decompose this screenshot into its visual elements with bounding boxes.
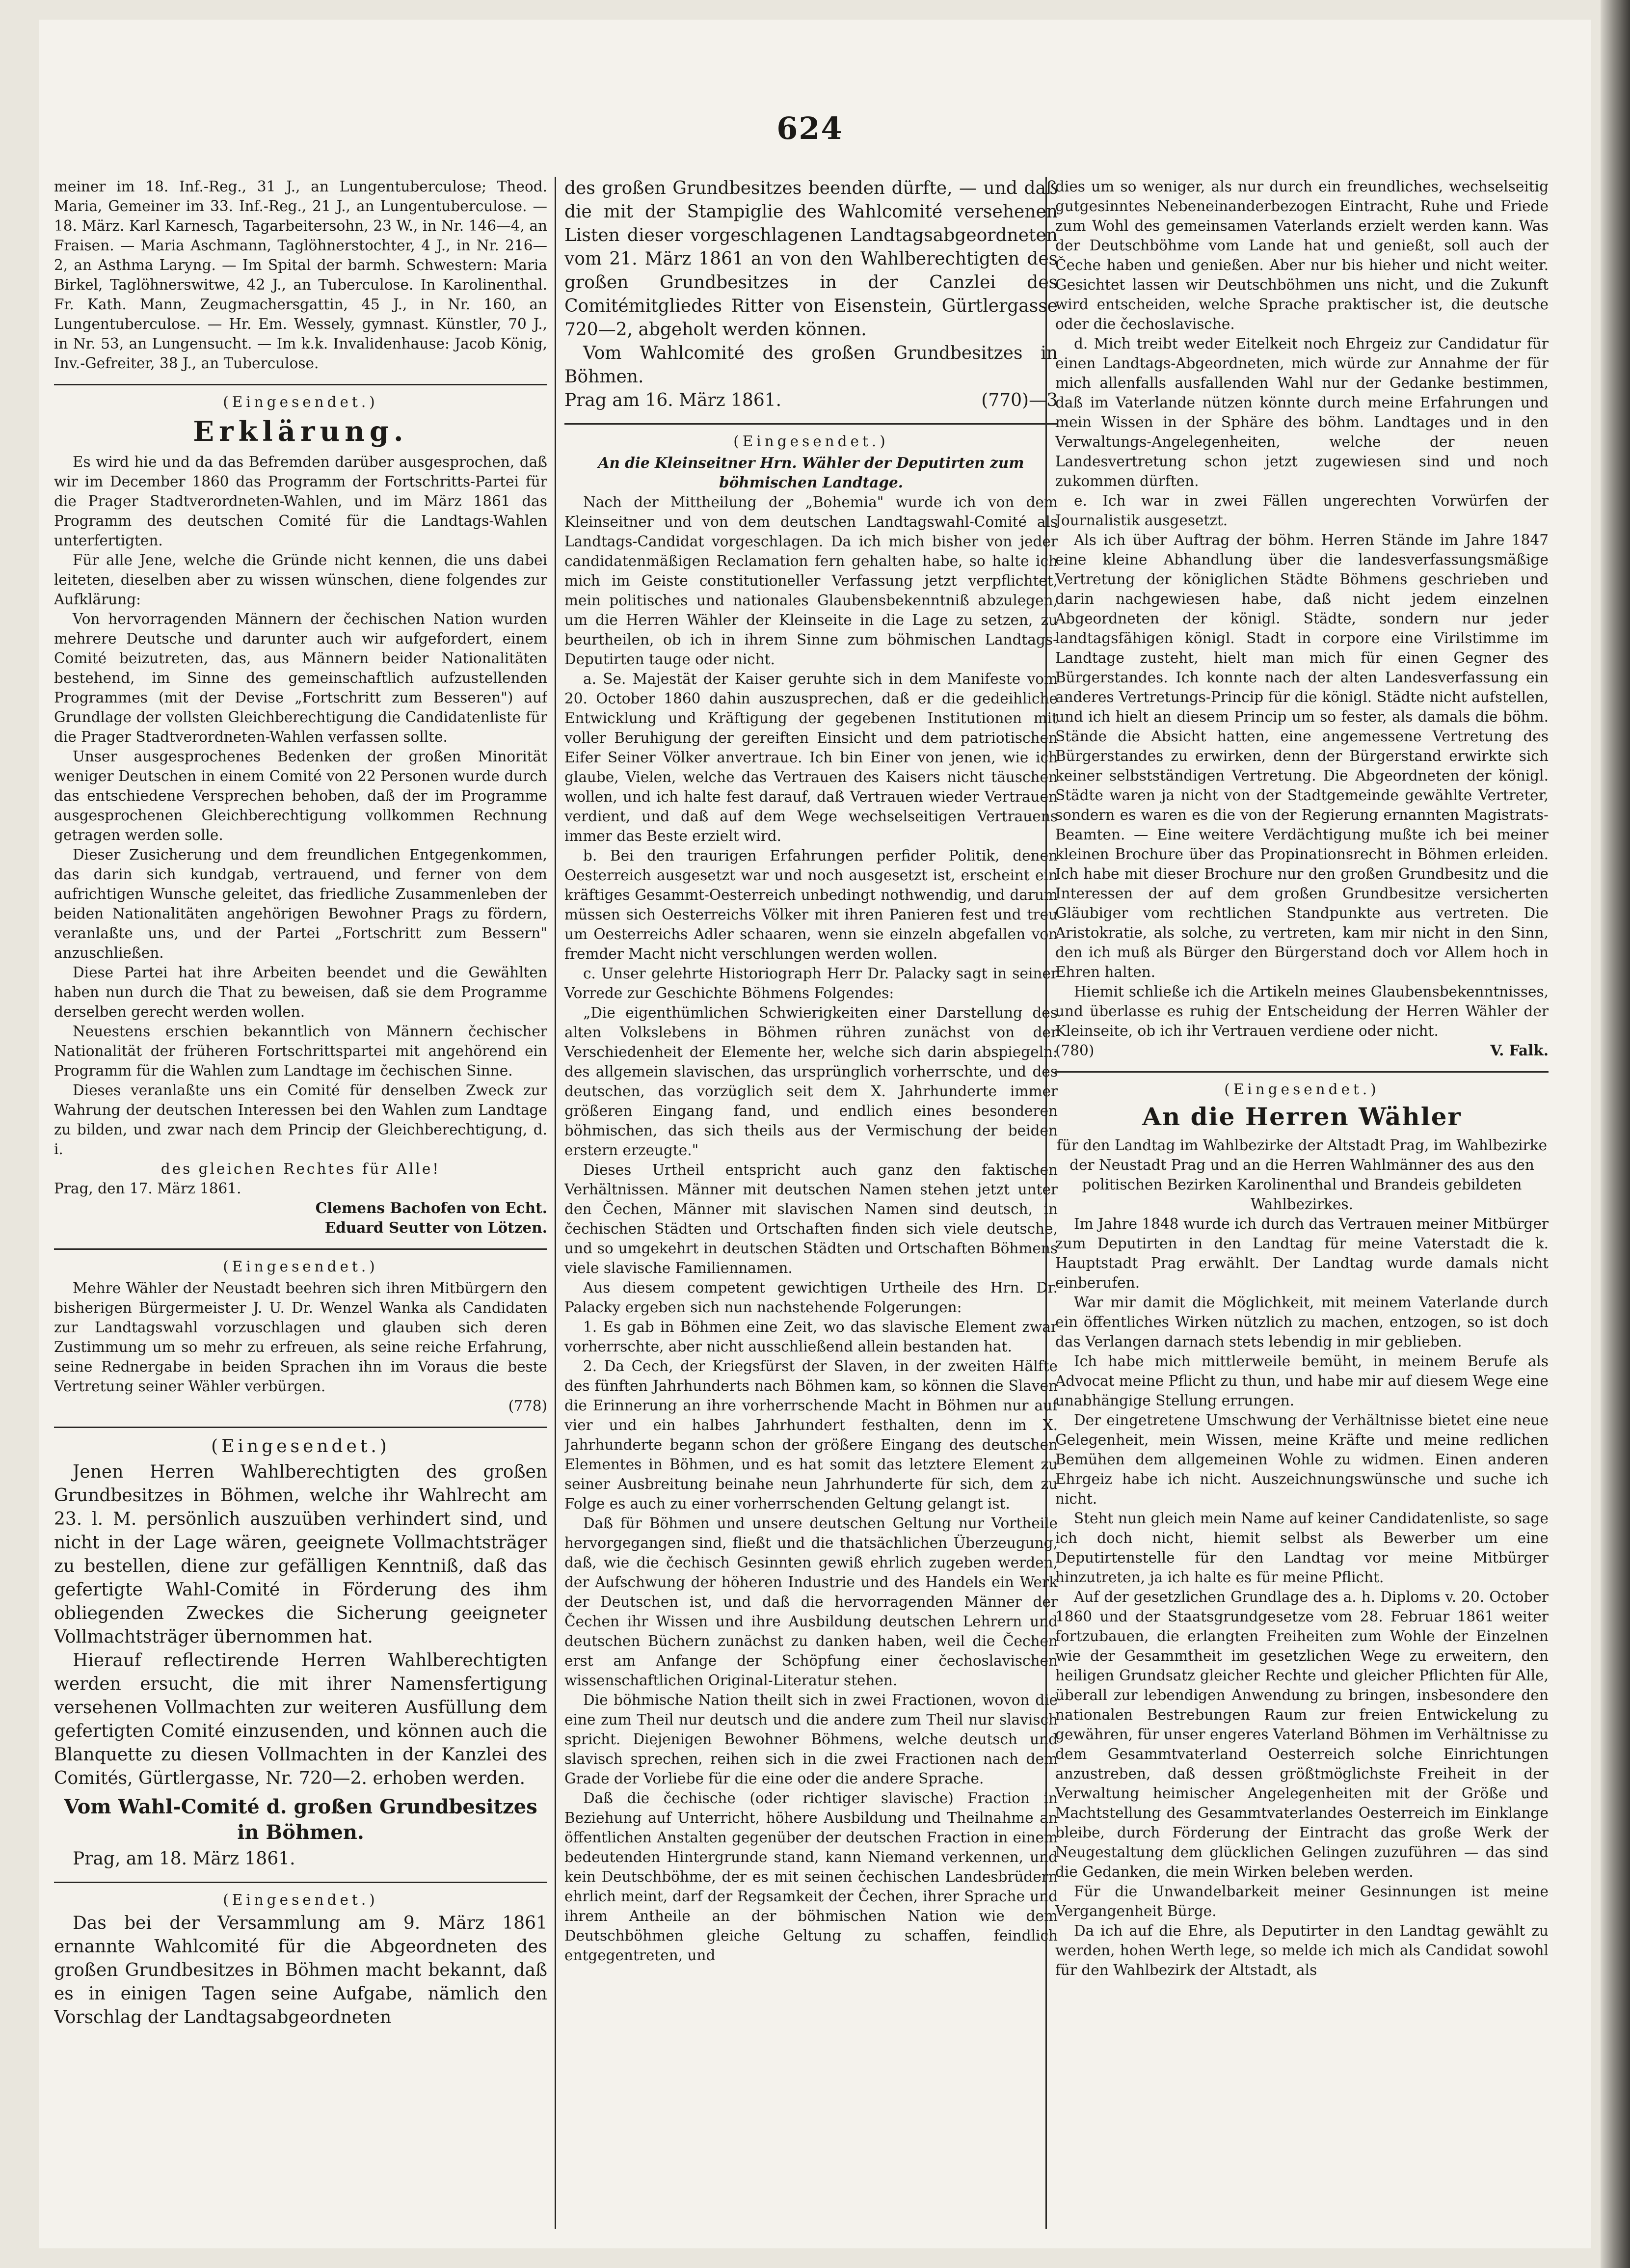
paragraph: War mir damit die Möglichkeit, mit meinem Vaterlande durch ein öffentliches Wirken nützlich zu machen, entzogen, so ist doch das Verlangen darnach stets lebendig in mir geblieben.	[1055, 1294, 1549, 1350]
signature: Vom Wahl-Comité d. großen Grundbesitzes in Böhmen.	[64, 1795, 537, 1844]
dateline-row	[564, 389, 1058, 412]
paragraph: Dieser Zusicherung und dem freundlichen Entgegenkommen, das darin sich kundgab, vertrauend, und ferner von dem aufrichtigen Wunsche geleitet, das friedliche Zusammenleben der beiden Nationalitäten angehörigen Bewohner Prags zu fördern, veranlaßte uns, und der Partei „Fortschritt zum Bessern" anzuschließen.	[54, 846, 547, 961]
paragraph: Hiemit schließe ich die Artikeln meines Glaubensbekenntnisses, und überlasse es ruhig der Entscheidung der Herren Wähler der Kleinseite, ob ich ihr Vertrauen verdiene oder nicht.	[1055, 983, 1549, 1039]
column-1	[54, 177, 547, 2229]
article-title: An die Herren Wähler	[1142, 1102, 1462, 1131]
paragraph: Dieses veranlaßte uns ein Comité für denselben Zweck zur Wahrung der deutschen Interessen bei den Wahlen zum Landtage zu bilden, und zwar nach dem Princip der Gleichberechtigung, d. i.	[54, 1082, 547, 1158]
paragraph: c. Unser gelehrte Historiograph Herr Dr. Palacky sagt in seiner Vorrede zur Geschichte Böhmens Folgendes:	[564, 965, 1058, 1001]
paragraph: Jenen Herren Wahlberechtigten des großen Grundbesitzes in Böhmen, welche ihr Wahlrecht am 23. l. M. persönlich auszuüben verhindert sind, und nicht in der Lage wären, geeignete Vollmachtsträger zu bestellen, diene zur gefälligen Kenntniß, daß das gefertigte Wahl-Comité in Förderung des ihm obliegenden Zweckes die Sicherung geeigneter Vollmachtsträger übernommen hat.	[54, 1462, 547, 1647]
paragraph: Es wird hie und da das Befremden darüber ausgesprochen, daß wir im December 1860 das Programm der Fortschritts-Partei für die Prager Stadtverordneten-Wahlen, und im März 1861 das Programm des deutschen Comité für die Landtags-Wahlen unterfertigten.	[54, 454, 547, 549]
signature: V. Falk.	[1490, 1042, 1549, 1059]
column-3	[1055, 177, 1549, 2229]
column-divider	[555, 177, 556, 2229]
paragraph: Unser ausgesprochenes Bedenken der großen Minorität weniger Deutschen in einem Comité von 22 Personen wurde durch das entschiedene Versprechen behoben, daß der im Programme ausgesprochenen Gleichberechtigung vollkommen Rechnung getragen werden solle.	[54, 748, 547, 843]
section-rule	[1055, 1071, 1549, 1073]
signature-row	[1055, 1041, 1549, 1060]
dateline: Prag, den 17. März 1861.	[54, 1180, 241, 1197]
paragraph: Das bei der Versammlung am 9. März 1861 ernannte Wahlcomité für die Abgeordneten des großen Grundbesitzes in Böhmen macht bekannt, daß es in einigen Tagen seine Aufgabe, nämlich den Vorschlag der Landtagsabgeordneten	[54, 1913, 547, 2027]
paragraph: Für die Unwandelbarkeit meiner Gesinnungen ist meine Vergangenheit Bürge.	[1055, 1883, 1549, 1919]
paragraph: 2. Da Cech, der Kriegsfürst der Slaven, in der zweiten Hälfte des fünften Jahrhunderts nach Böhmen kam, so können die Slaven die Erinnerung an ihre vorherrschende Macht in Böhmen nur auf vier und ein halbes Jahrhundert festhalten, denn im X. Jahrhunderte begann schon der größere Eingang des deutschen Elementes in Böhmen, und es hat somit das letztere Element zu seiner Ausbreitung beinahe neun Jahrhunderte für sich, dem zu Folge es auch zu einer vorherrschenden Geltung gelangt ist.	[564, 1358, 1058, 1512]
paragraph: Mehre Wähler der Neustadt beehren sich ihren Mitbürgern den bisherigen Bürgermeister J. U. Dr. Wenzel Wanka als Candidaten zur Landtagswahl vorzuschlagen und glauben sich deren Zustimmung um so mehr zu erfreuen, als seine reiche Erfahrung, seine Rednergabe in beiden Sprachen ihn im Voraus die beste Vertretung seiner Wähler verbürgen.	[54, 1280, 547, 1395]
ad-number: (778)	[508, 1398, 547, 1414]
book-spine-shadow	[1601, 0, 1630, 2268]
signature: Vom Wahlcomité des großen Grundbesitzes in Böhmen.	[564, 343, 1058, 387]
eingesendet-header: (Eingesendet.)	[223, 1258, 378, 1275]
paragraph: Als ich über Auftrag der böhm. Herren Stände im Jahre 1847 eine kleine Abhandlung über die landesverfassungsmäßige Vertretung der königlichen Städte Böhmens geschrieben und darin nachgewiesen habe, daß nicht jedem einzelnen Abgeordneten der königl. Städte, sondern nur jeder landtagsfähigen königl. Stadt in corpore eine Virilstimme im Landtage zusteht, hielt man mich für einen Gegner des Bürgerstandes. Ich konnte nach der alten Landesverfassung ein anderes Vertretungs-Princip für die königl. Städte nicht aufstellen, und ich hielt an diesem Princip um so fester, als damals die böhm. Stände die Absicht hatten, eine angemessene Vertretung des Bürgerstandes zu erwirken, denn der Bürgerstand erwirkte sich keiner selbstständigen Vertretung. Die Abgeordneten der königl. Städte waren ja nicht von der Stadtgemeinde gewählte Vertreter, sondern es waren es die von der Regierung ernannten Magistrats-Beamten. — Eine weitere Verdächtigung mußte ich bei meiner kleinen Brochure über das Propinationsrecht in Böhmen erleiden. Ich habe mit dieser Brochure nur den großen Grundbesitz und die Interessen der auf dem großen Grundbesitze versicherten Gläubiger vom rechtlichen Standpunkte aus vertreten. Die Aristokratie, als solche, zu vertreten, kam mir nicht in den Sinn, den ich muß als Bürger den Bürgerstand doch vor Allem hoch in Ehren halten.	[1055, 532, 1549, 980]
eingesendet-header: (Eingesendet.)	[1224, 1081, 1380, 1098]
paragraph: Neuestens erschien bekanntlich von Männern čechischer Nationalität der früheren Fortschrittspartei mit angehörend ein Programm für die Wahlen zum Landtage im čechischen Sinne.	[54, 1023, 547, 1079]
paragraph: Nach der Mittheilung der „Bohemia" wurde ich von dem Kleinseitner und von dem deutschen Landtagswahl-Comité als Landtags-Candidat vorgeschlagen. Da ich mich bisher von jeder candidatenmäßigen Reclamation fern gehalten habe, so halte ich mich im Geiste constitutioneller Verfassung jetzt verpflichtet, mein politisches und nationales Glaubensbekenntniß abzulegen, um die Herren Wähler der Kleinseite in die Lage zu setzen, zu beurtheilen, ob ich in ihrem Sinne zum böhmischen Landtags-Deputirten tauge oder nicht.	[564, 494, 1058, 668]
column-2	[564, 177, 1058, 2229]
ad-number: (770)—3	[981, 390, 1058, 410]
paragraph: des großen Grundbesitzes beenden dürfte, — und daß die mit der Stampiglie des Wahlcomité versehenen Listen dieser vorgeschlagenen Landtagsabgeordneten vom 21. März 1861 an von den Wahlberechtigten des großen Grundbesitzes in der Canzlei des Comitémitgliedes Ritter von Eisenstein, Gürtlergasse 720—2, abgeholt werden können.	[564, 178, 1058, 340]
section-rule	[54, 1248, 547, 1250]
article-title: Erklärung.	[193, 415, 408, 448]
signature: Clemens Bachofen von Echt.	[315, 1199, 547, 1216]
section-rule	[54, 1427, 547, 1428]
obituary-list: meiner im 18. Inf.-Reg., 31 J., an Lungentuberculose; Theod. Maria, Gemeiner im 33. Inf.-Reg., 21 J., an Lungentuberculose. — 18. März. Karl Karnesch, Tagarbeitersohn, 23 W., in Nr. 146—4, an Fraisen. — Maria Aschmann, Taglöhnerstochter, 4 J., in Nr. 216—2, an Asthma Laryng. — Im Spital der barmh. Schwestern: Maria Birkel, Taglöhnerswitwe, 42 J., an Tuberculose. In Karolinenthal. Fr. Kath. Mann, Zeugmachersgattin, 45 J., in Nr. 160, an Lungentuberculose. — Hr. Em. Wessely, gymnast. Künstler, 70 J., in Nr. 53, an Lungensucht. — Im k.k. Invalidenhause: Jacob König, Inv.-Gefreiter, 38 J., an Tuberculose.	[54, 178, 547, 372]
paragraph: Im Jahre 1848 wurde ich durch das Vertrauen meiner Mitbürger zum Deputirten in den Landtag für meine Vaterstadt die k. Hauptstadt Prag erwählt. Der Landtag wurde damals nicht einberufen.	[1055, 1215, 1549, 1291]
paragraph: Ich habe mich mittlerweile bemüht, in meinem Berufe als Advocat meine Pflicht zu thun, und habe mir auf diesem Wege eine unabhängige Stellung errungen.	[1055, 1353, 1549, 1409]
paragraph: Dieses Urtheil entspricht auch ganz den faktischen Verhältnissen. Männer mit deutschen Namen stehen jetzt unter den Čechen, Männer mit slavischen Namen sind deutsch, in čechischen Städten und Ortschaften finden sich viele deutsche, und so umgekehrt in deutschen Städten und Ortschaften Böhmens viele slavische Familiennamen.	[564, 1161, 1058, 1276]
paragraph: Der eingetretene Umschwung der Verhältnisse bietet eine neue Gelegenheit, mein Wissen, meine Kräfte und meine redlichen Bemühen dem allgemeinen Wohle zu widmen. Einen anderen Ehrgeiz habe ich nicht. Auszeichnungswünsche und suche ich nicht.	[1055, 1412, 1549, 1507]
eingesendet-header: (Eingesendet.)	[733, 433, 889, 450]
motto: des gleichen Rechtes für Alle!	[160, 1161, 441, 1177]
paragraph: Diese Partei hat ihre Arbeiten beendet und die Gewählten haben nun durch die That zu beweisen, daß sie dem Programme derselben gerecht werden wollen.	[54, 964, 547, 1020]
page-number: 624	[776, 110, 843, 146]
paragraph: d. Mich treibt weder Eitelkeit noch Ehrgeiz zur Candidatur für einen Landtags-Abgeordneten, mich würde zur Annahme der für mich allenfalls ausfallenden Wahl nur der Gedanke bestimmen, daß im Vaterlande nützen könnte durch meine Erfahrungen und mein Wissen in der Sphäre des böhm. Landtages und in den Verwaltungs-Angelegenheiten, welche der neuen Landesvertretung schon jetzt zugewiesen sind und noch zukommen dürften.	[1055, 335, 1549, 489]
paragraph: Da ich auf die Ehre, als Deputirter in den Landtag gewählt zu werden, hohen Werth lege, so melde ich mich als Candidat sowohl für den Wahlbezirk der Altstadt, als	[1055, 1922, 1549, 1978]
ad-number: (780)	[1055, 1042, 1095, 1059]
dateline: Prag am 16. März 1861.	[564, 390, 782, 410]
paragraph: dies um so weniger, als nur durch ein freundliches, wechselseitig gutgesinntes Nebeneinanderbezogen Eintracht, Ruhe und Friede zum Wohl des gemeinsamen Vaterlands erzielt werden kann. Was der Deutschböhme vom Lande hat und genießt, soll auch der Čeche haben und genießen. Aber nur bis hieher und nicht weiter. Gesichtet lassen wir Deutschböhmen uns nicht, und die Zukunft wird entscheiden, welche Sprache praktischer ist, die deutsche oder die čechoslavische.	[1055, 178, 1549, 332]
paragraph: a. Se. Majestät der Kaiser geruhte sich in dem Manifeste vom 20. October 1860 dahin auszusprechen, daß er die gedeihliche Entwicklung und Kräftigung der gegebenen Institutionen mit voller Beruhigung der gereiften Einsicht und dem patriotischen Eifer Seiner Völker anvertraue. Ich bin Einer von jenen, wie ich glaube, Vielen, welche das Vertrauen des Kaisers nicht täuschen wollen, und ich halte fest darauf, daß Vertrauen wieder Vertrauen verdient, und daß auf dem Wege wechselseitigen Vertrauens immer das Beste erzielt wird.	[564, 671, 1058, 844]
paragraph: Die böhmische Nation theilt sich in zwei Fractionen, wovon die eine zum Theil nur deutsch und die andere zum Theil nur slavisch spricht. Diejenigen Bewohner Böhmens, welche deutsch und slavisch sprechen, reihen sich in die zwei Fractionen nach dem Grade der Vorliebe für die eine oder die andere Sprache.	[564, 1692, 1058, 1787]
quotation: „Die eigenthümlichen Schwierigkeiten einer Darstellung des alten Volkslebens in Böhmen rühren zunächst von der Verschiedenheit der Elemente her, welche sich darin abspiegeln: des allgemein slavischen, das ursprünglich vorherrschte, und des deutschen, das vorzüglich seit dem X. Jahrhunderte immer größeren Eingang fand, und endlich eines besonderen böhmischen, das sich theils aus der Vermischung der beiden erstern erzeugte."	[564, 1004, 1058, 1159]
paragraph: Daß für Böhmen und unsere deutschen Geltung nur Vortheile hervorgegangen sind, fließt und die thatsächlichen Überzeugung, daß, wie die čechisch Gesinnten gewiß ehrlich zugeben werden, der Aufschwung der höheren Industrie und des Handels ein Werk der Deutschen ist, und daß die hervorragenden Männer der Čechen ihr Wissen und ihre Ausbildung deutschen Lehrern und deutschen Büchern zunächst zu danken haben, weil die Čechen erst am Anfange der Schöpfung einer čechoslavischen wissenschaftlichen Original-Literatur stehen.	[564, 1515, 1058, 1689]
eingesendet-header: (Eingesendet.)	[223, 394, 378, 410]
paragraph: Hierauf reflectirende Herren Wahlberechtigten werden ersucht, die mit ihrer Namensfertigung versehenen Vollmachten zur weiteren Ausfüllung dem gefertigten Comité einzusenden, und können auch die Blanquette zu diesen Vollmachten in der Kanzlei des Comités, Gürtlergasse, Nr. 720—2. erhoben werden.	[54, 1650, 547, 1788]
section-rule	[54, 384, 547, 385]
eingesendet-header: (Eingesendet.)	[223, 1891, 378, 1908]
paragraph: Aus diesem competent gewichtigen Urtheile des Hrn. Dr. Palacky ergeben sich nun nachstehende Folgerungen:	[564, 1279, 1058, 1316]
eingesendet-header: (Eingesendet.)	[211, 1436, 390, 1457]
article-title: An die Kleinseitner Hrn. Wähler der Deputirten zum böhmischen Landtage.	[598, 454, 1024, 491]
paragraph: b. Bei den traurigen Erfahrungen perfider Politik, denen Oesterreich ausgesetzt war und noch ausgesetzt ist, erscheint ein kräftiges Gesammt-Oesterreich unbedingt nothwendig, und darum müssen sich Oesterreichs Völker mit ihren Panieren fest und treu um Oesterreichs Adler schaaren, wenn sie einzeln abgefallen von fremder Macht nicht verschlungen werden wollen.	[564, 847, 1058, 962]
paragraph: Auf der gesetzlichen Grundlage des a. h. Diploms v. 20. October 1860 und der Staatsgrundgesetze vom 28. Februar 1861 weiter fortzubauen, die erlangten Freiheiten zum Wohle der Einzelnen wie der Gesammtheit im gesetzlichen Wege zu erweitern, den heiligen Grundsatz gleicher Rechte und gleicher Pflichten für Alle, überall zur lebendigen Anwendung zu bringen, insbesondere den nationalen Bestrebungen Raum zur freien Entwickelung zu gewähren, für unser engeres Vaterland Böhmen im Verhältnisse zu dem Gesammtvaterland Oesterreich solche Einrichtungen anzustreben, daß dessen größtmöglichste Freiheit in der Verwaltung heimischer Angelegenheiten mit der Größe und Machtstellung des Gesammtvaterlandes Oesterreich im Einklange bleibe, durch Förderung der Eintracht das große Werk der Neugestaltung dem glücklichen Gelingen zuzuführen — das sind die Gedanken, die mein Wirken beleben werden.	[1055, 1589, 1549, 1880]
section-rule	[54, 1882, 547, 1883]
paragraph: Steht nun gleich mein Name auf keiner Candidatenliste, so sage ich doch nicht, hiemit selbst als Bewerber um eine Deputirtenstelle für den Landtag vor meine Mitbürger hinzutreten, ja ich halte es für meine Pflicht.	[1055, 1510, 1549, 1586]
paragraph: Daß die čechische (oder richtiger slavische) Fraction in Beziehung auf Unterricht, höhere Ausbildung und Theilnahme an öffentlichen Anstalten gegenüber der deutschen Fraction in einem bedeutenden Hintergrunde stand, kann Niemand verkennen, und kein Deutschböhme, der es mit seinen čechischen Landesbrüdern ehrlich meint, darf der Regsamkeit der Čechen, ihrer Sprache und ihrem Antheile an der böhmischen Nation wie dem Deutschböhmen gleiche Geltung zu schaffen, feindlich entgegentreten, und	[564, 1790, 1058, 1964]
paragraph: Für alle Jene, welche die Gründe nicht kennen, die uns dabei leiteten, dieselben aber zu wissen wünschen, diene folgendes zur Aufklärung:	[54, 552, 547, 608]
signature: Eduard Seutter von Lötzen.	[324, 1219, 547, 1236]
paragraph: Von hervorragenden Männern der čechischen Nation wurden mehrere Deutsche und darunter auch wir aufgefordert, einem Comité beizutreten, das, aus Männern beider Nationalitäten bestehend, im Sinne des gemeinschaftlich aufzustellenden Programmes (mit der Devise „Fortschritt zum Besseren") auf Grundlage der vollsten Gleichberechtigung die Candidatenliste für die Prager Stadtverordneten-Wahlen verfassen sollte.	[54, 611, 547, 745]
paragraph: 1. Es gab in Böhmen eine Zeit, wo das slavische Element zwar vorherrschte, aber nicht ausschließend allein bestanden hat.	[564, 1319, 1058, 1355]
article-subtitle: für den Landtag im Wahlbezirke der Altstadt Prag, im Wahlbezirke der Neustadt Prag und an die Herren Wahlmänner des aus den politischen Bezirken Karolinenthal und Brandeis gebildeten Wahlbezirkes.	[1056, 1137, 1548, 1213]
section-rule	[564, 423, 1058, 425]
dateline: Prag, am 18. März 1861.	[73, 1849, 295, 1869]
paragraph: e. Ich war in zwei Fällen ungerechten Vorwürfen der Journalistik ausgesetzt.	[1055, 492, 1549, 529]
